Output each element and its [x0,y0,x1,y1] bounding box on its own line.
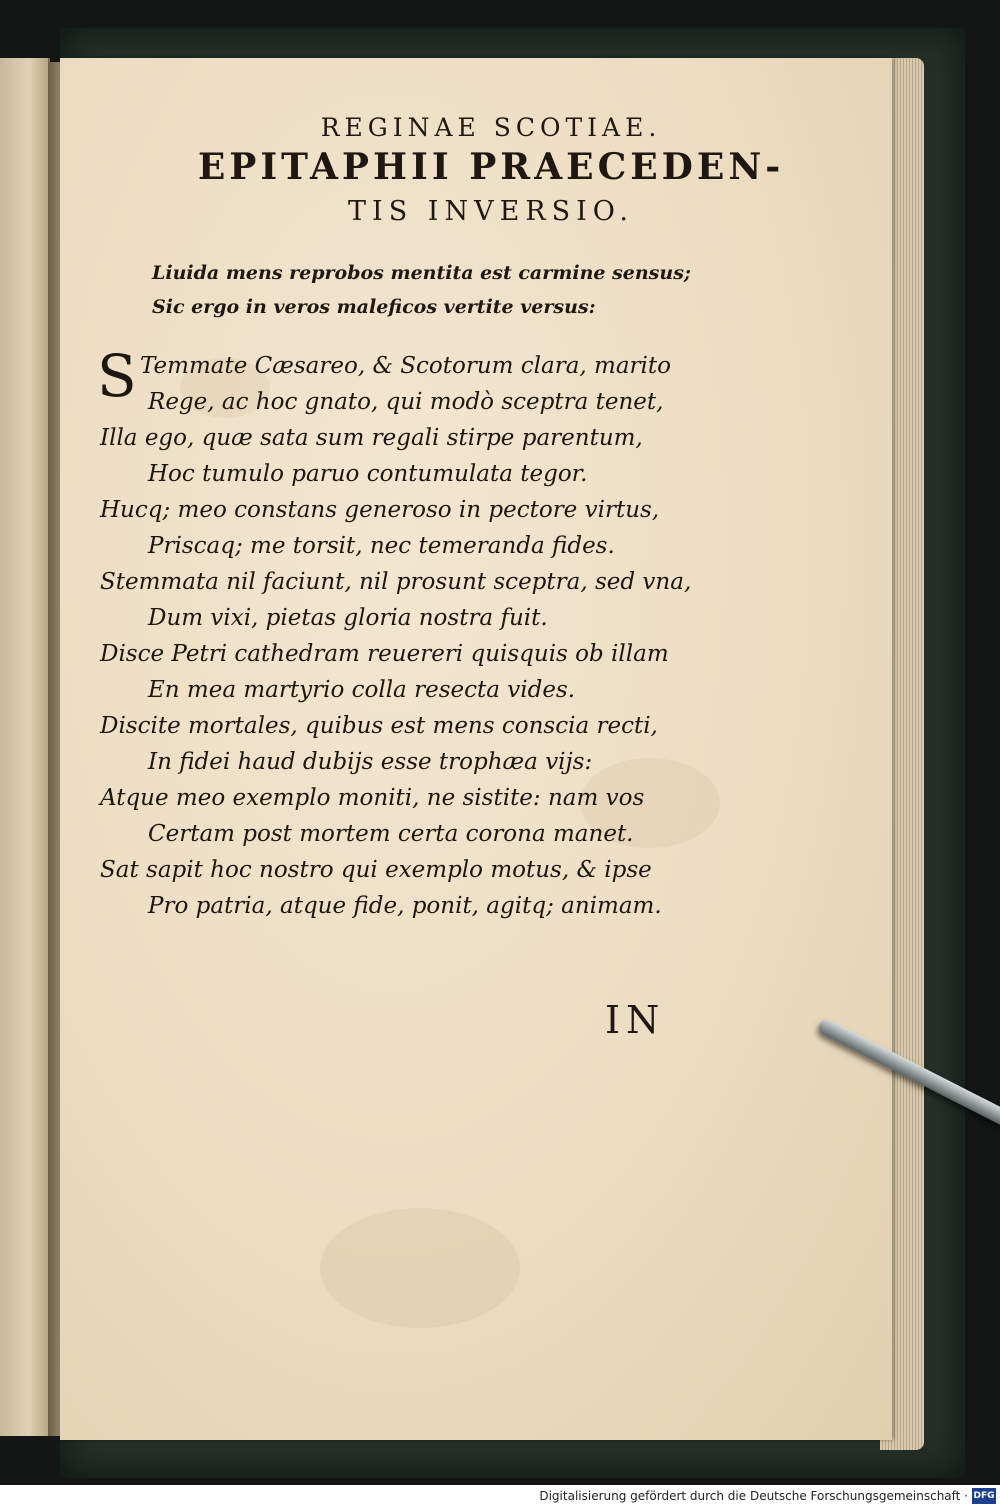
catchword: IN [605,998,666,1042]
poem-line: Atque meo exemplo moniti, ne sistite: nam vos [100,785,645,811]
intro-line: Liuida mens reprobos mentita est carmine sensus; [152,262,691,284]
poem-body [97,342,880,924]
footer-bar [0,1485,1000,1509]
running-head: REGINAE SCOTIAE. [320,113,662,142]
intro-line: Sic ergo in veros maleficos vertite versus: [152,296,596,318]
book-page [60,58,892,1440]
poem-line: Hucq; meo constans generoso in pectore virtus, [100,497,660,523]
funding-credit: Digitalisierung gefördert durch die Deutsche Forschungsgemeinschaft · [539,1489,968,1503]
paper-stain [320,1208,520,1328]
facing-page-edge [0,58,50,1436]
poem-line: Pro patria, atque fide, ponit, agitq; animam. [148,893,662,919]
poem-line: Stemmata nil faciunt, nil prosunt sceptra, sed vna, [100,569,692,595]
poem-line: In fidei haud dubijs esse trophæa vijs: [148,749,593,775]
poem-line: Sat sapit hoc nostro qui exemplo motus, & ipse [100,857,652,883]
intro-couplet [152,256,691,324]
epitaph-title-line-1: EPITAPHII PRAECEDEN- [197,146,785,188]
poem-line: Priscaq; me torsit, nec temeranda fides. [148,533,615,559]
poem-line: Dum vixi, pietas gloria nostra fuit. [148,605,548,631]
poem-line: Rege, ac hoc gnato, qui modò sceptra tenet, [148,389,664,415]
poem-line: Discite mortales, quibus est mens conscia recti, [100,713,658,739]
poem-line: Illa ego, quæ sata sum regali stirpe parentum, [100,425,643,451]
poem-line: Certam post mortem certa corona manet. [148,821,634,847]
epitaph-title-line-2: TIS INVERSIO. [348,196,634,227]
poem-line: En mea martyrio colla resecta vides. [148,677,576,703]
dfg-logo: DFG [972,1488,996,1504]
drop-cap: S [97,342,137,410]
poem-line: Hoc tumulo paruo contumulata tegor. [148,461,588,487]
poem-line-text: Temmate Cæsareo, & Scotorum clara, marito [140,353,671,379]
poem-line: Disce Petri cathedram reuereri quisquis ob illam [100,641,669,667]
